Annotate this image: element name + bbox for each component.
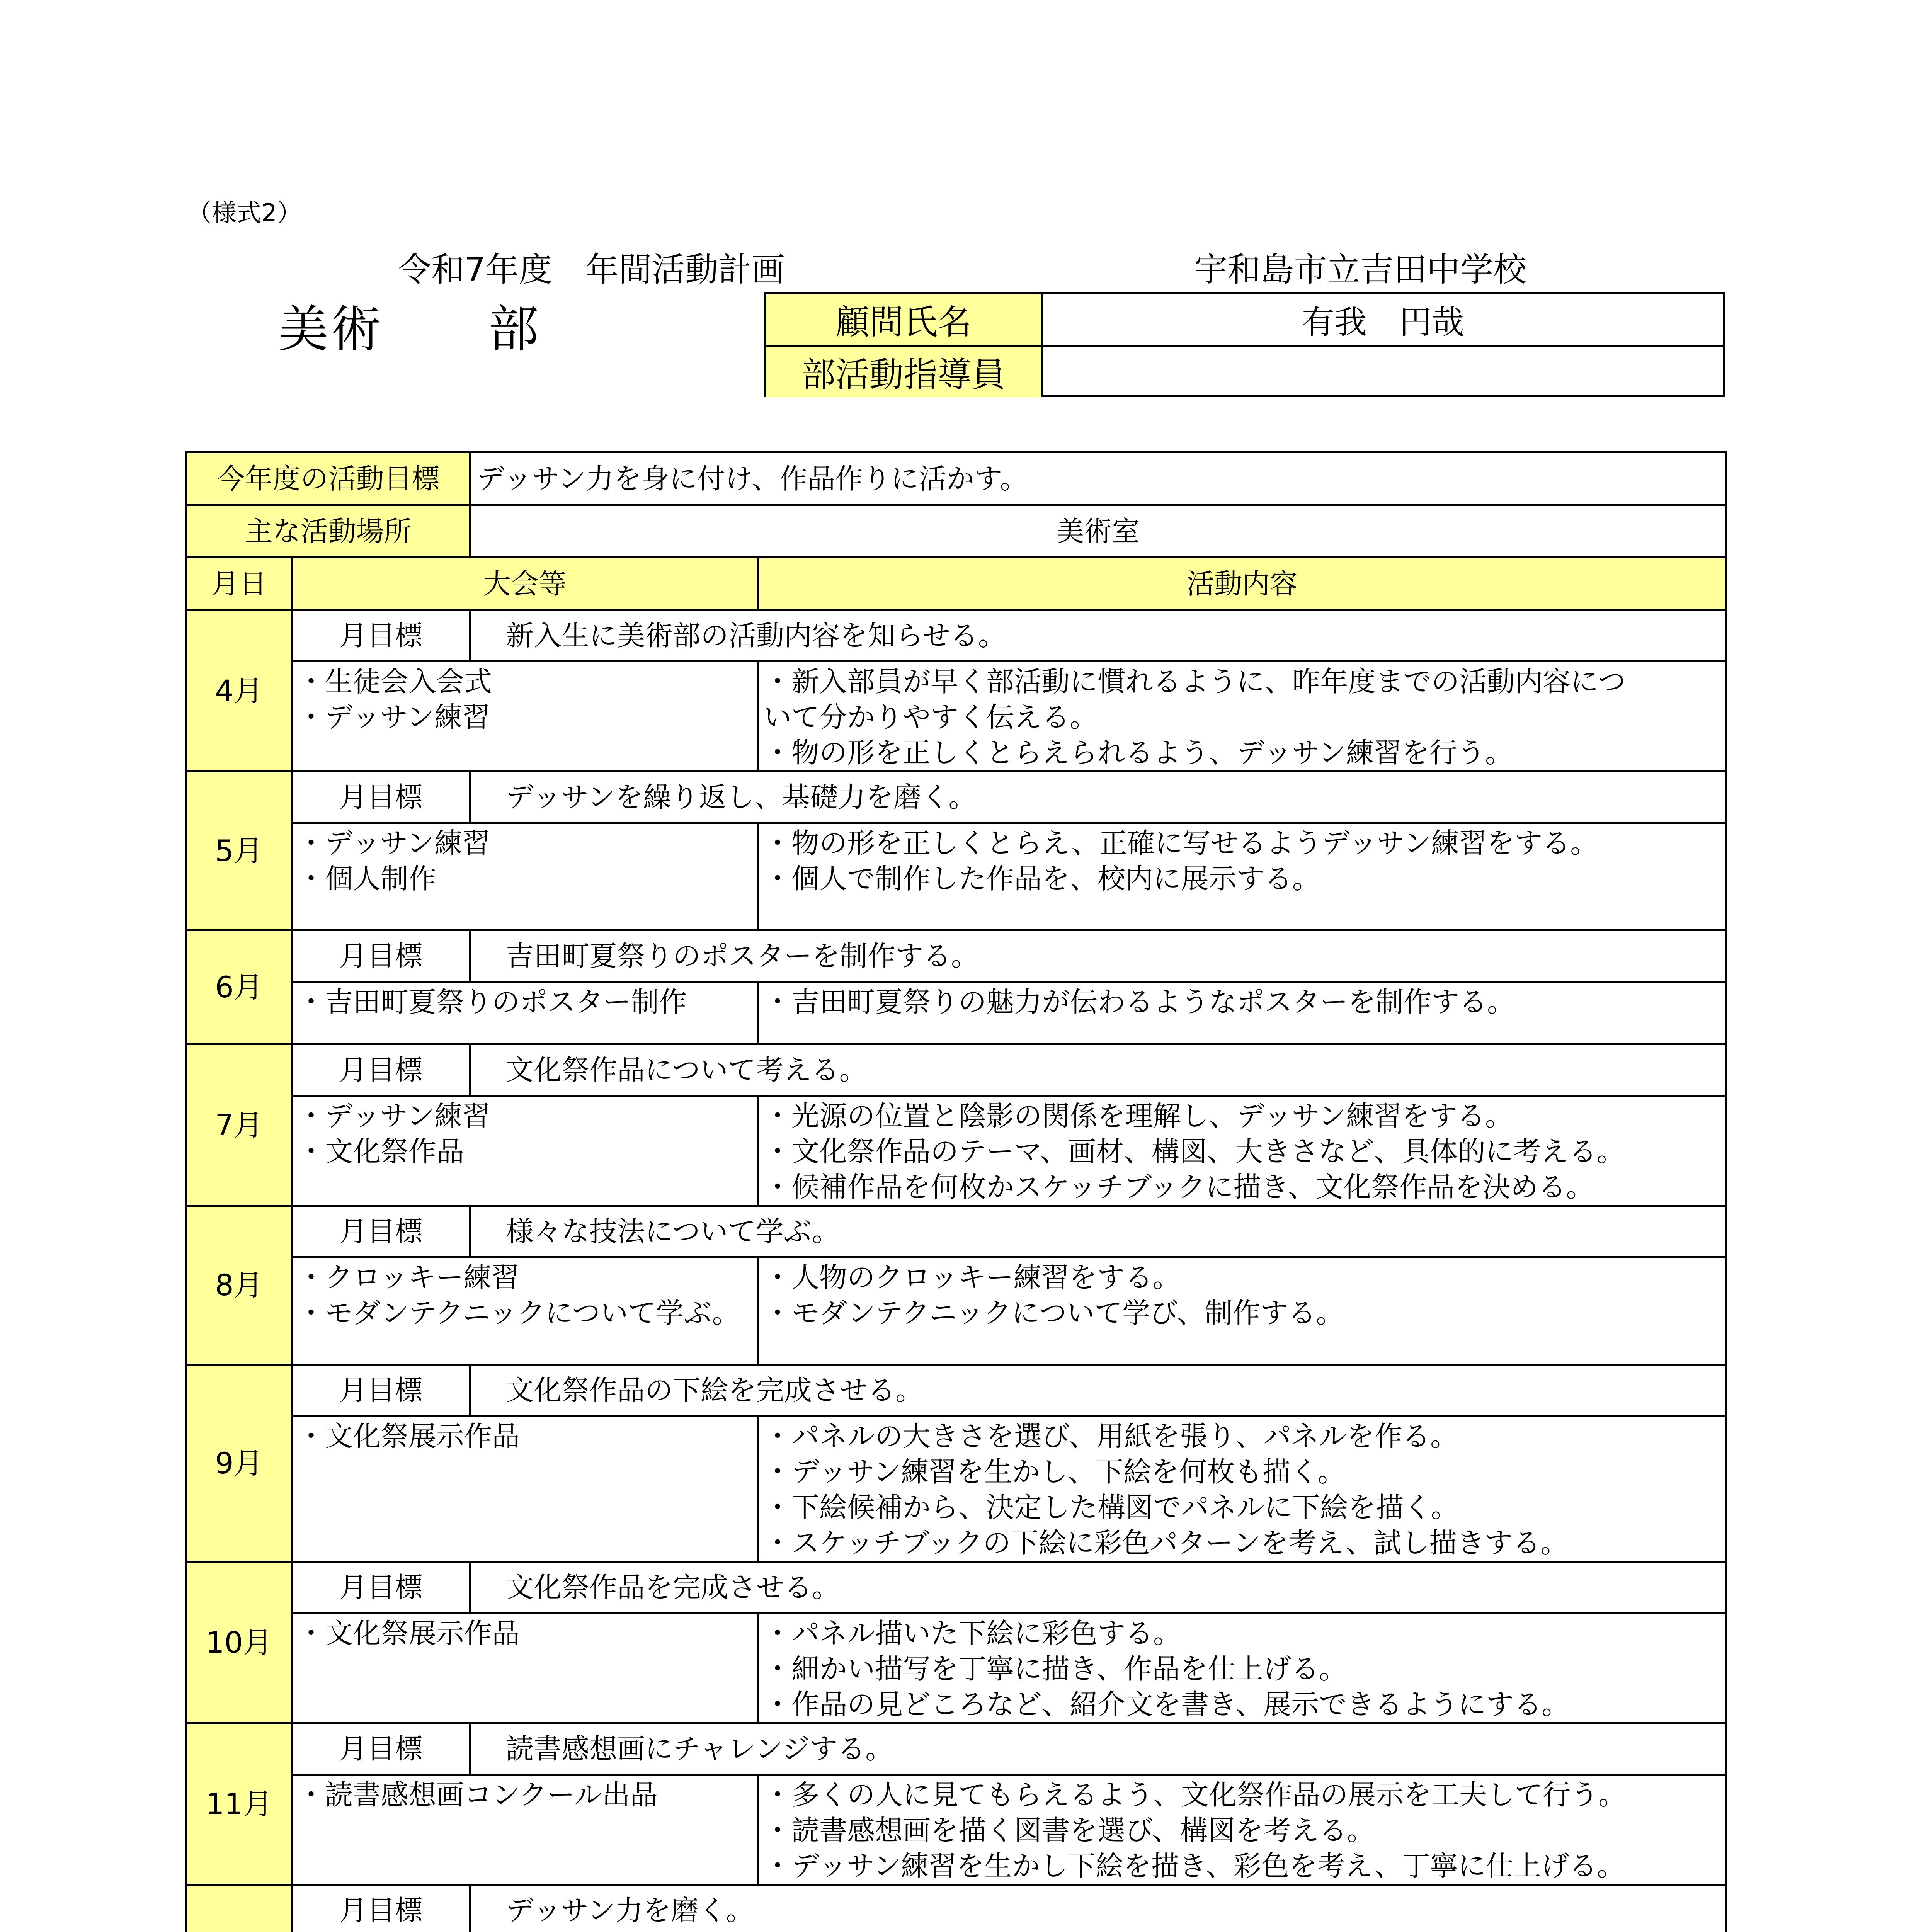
activity-item: ・新入部員が早く部活動に慣れるように、昨年度までの活動内容につ <box>764 665 1626 698</box>
activity-item: ・細かい描写を丁寧に描き、作品を仕上げる。 <box>764 1653 1347 1685</box>
instructor-row <box>766 347 1723 397</box>
month-goal-label: 月目標 <box>292 610 470 662</box>
activity-plan-table <box>185 451 1727 1932</box>
activity-item: ・スケッチブックの下絵に彩色パターンを考え、試し描きする。 <box>764 1527 1569 1559</box>
event-item: ・読書感想画コンクール出品 <box>297 1779 658 1811</box>
event-item: ・個人制作 <box>297 862 437 895</box>
month-label: 8月 <box>187 1206 292 1365</box>
advisor-name: 有我 円哉 <box>1302 303 1464 341</box>
month-goal-row <box>187 930 1726 982</box>
event-item: ・デッサン練習 <box>297 1100 490 1132</box>
month-activity-content <box>758 1613 1726 1723</box>
month-goal-text: 文化祭作品について考える。 <box>470 1044 1726 1096</box>
month-activity-content <box>758 1096 1726 1206</box>
month-goal-row <box>187 1044 1726 1096</box>
plan-title: 令和7年度 年間活動計画 <box>398 250 785 289</box>
activity-item: ・デッサン練習を生かし、下絵を何枚も描く。 <box>764 1456 1346 1488</box>
month-goal-text: 文化祭作品の下絵を完成させる。 <box>470 1365 1726 1416</box>
month-goal-text: 新入生に美術部の活動内容を知らせる。 <box>470 610 1726 662</box>
annual-goal-label: 今年度の活動目標 <box>187 452 470 505</box>
activity-item: ・文化祭作品のテーマ、画材、構図、大きさなど、具体的に考える。 <box>764 1135 1625 1168</box>
month-detail-row <box>187 982 1726 1044</box>
activity-item: ・読書感想画を描く図書を選び、構図を考える。 <box>764 1814 1375 1847</box>
month-goal-text: デッサン力を磨く。 <box>470 1885 1726 1932</box>
month-activity-content <box>758 823 1726 930</box>
activity-item: ・候補作品を何枚かスケッチブックに描き、文化祭作品を決める。 <box>764 1171 1594 1203</box>
month-goal-row <box>187 1562 1726 1613</box>
event-item: ・文化祭作品 <box>297 1135 465 1168</box>
event-item: ・文化祭展示作品 <box>297 1420 520 1452</box>
month-goal-row <box>187 610 1726 662</box>
event-item: ・生徒会入会式 <box>297 665 492 698</box>
advisor-box <box>764 292 1725 397</box>
school-name: 宇和島市立吉田中学校 <box>1194 250 1526 289</box>
activity-place-text: 美術室 <box>470 505 1726 558</box>
month-label: 7月 <box>187 1044 292 1206</box>
month-detail-row <box>187 1257 1726 1365</box>
activity-item: ・光源の位置と陰影の関係を理解し、デッサン練習をする。 <box>764 1100 1513 1132</box>
month-label: 10月 <box>187 1562 292 1723</box>
event-item: ・文化祭展示作品 <box>297 1617 520 1650</box>
month-goal-label: 月目標 <box>292 1365 470 1416</box>
club-name: 美術 部 <box>278 300 541 359</box>
month-goal-label: 月目標 <box>292 1723 470 1775</box>
activity-item: ・パネル描いた下絵に彩色する。 <box>764 1617 1181 1650</box>
month-goal-label: 月目標 <box>292 1044 470 1096</box>
month-detail-row <box>187 662 1726 772</box>
month-goal-label: 月目標 <box>292 1885 470 1932</box>
instructor-label: 部活動指導員 <box>766 347 1043 397</box>
month-detail-row <box>187 1775 1726 1885</box>
instructor-name <box>1043 347 1723 397</box>
activity-item: ・個人で制作した作品を、校内に展示する。 <box>764 862 1320 895</box>
activity-item: ・吉田町夏祭りの魅力が伝わるようなポスターを制作する。 <box>764 986 1515 1018</box>
column-header-events: 大会等 <box>292 558 758 610</box>
month-label <box>187 1885 292 1932</box>
month-goal-text: 文化祭作品を完成させる。 <box>470 1562 1726 1613</box>
month-goal-label: 月目標 <box>292 930 470 982</box>
month-goal-label: 月目標 <box>292 1562 470 1613</box>
month-events <box>292 1096 758 1206</box>
month-label: 9月 <box>187 1365 292 1562</box>
month-goal-label: 月目標 <box>292 772 470 823</box>
annual-goal-row <box>187 452 1726 505</box>
annual-goal-text: デッサン力を身に付け、作品作りに活かす。 <box>470 452 1726 505</box>
activity-item: ・下絵候補から、決定した構図でパネルに下絵を描く。 <box>764 1491 1459 1524</box>
activity-item: ・物の形を正しくとらえられるよう、デッサン練習を行う。 <box>764 736 1513 769</box>
month-goal-row <box>187 1885 1726 1932</box>
activity-place-row <box>187 505 1726 558</box>
month-goal-row <box>187 1723 1726 1775</box>
month-events <box>292 1613 758 1723</box>
month-events <box>292 662 758 772</box>
month-label: 6月 <box>187 930 292 1044</box>
activity-item: ・作品の見どころなど、紹介文を書き、展示できるようにする。 <box>764 1688 1570 1721</box>
month-goal-row <box>187 1206 1726 1257</box>
activity-place-label: 主な活動場所 <box>187 505 470 558</box>
event-item: ・吉田町夏祭りのポスター制作 <box>297 986 687 1018</box>
month-events <box>292 1257 758 1365</box>
month-activity-content <box>758 1416 1726 1562</box>
advisor-row <box>766 294 1723 347</box>
month-goal-text: 様々な技法について学ぶ。 <box>470 1206 1726 1257</box>
column-header-month: 月日 <box>187 558 292 610</box>
form-label: （様式2） <box>187 199 302 228</box>
activity-item: ・パネルの大きさを選び、用紙を張り、パネルを作る。 <box>764 1420 1458 1452</box>
event-item: ・モダンテクニックについて学ぶ。 <box>297 1297 740 1329</box>
month-goal-text: デッサンを繰り返し、基礎力を磨く。 <box>470 772 1726 823</box>
month-label: 11月 <box>187 1723 292 1885</box>
activity-item: いて分かりやすく伝える。 <box>764 701 1098 733</box>
event-item: ・デッサン練習 <box>297 827 490 859</box>
month-events <box>292 1775 758 1885</box>
month-detail-row <box>187 1613 1726 1723</box>
column-header-row <box>187 558 1726 610</box>
activity-item: ・デッサン練習を生かし下絵を描き、彩色を考え、丁寧に仕上げる。 <box>764 1850 1625 1882</box>
activity-item: ・物の形を正しくとらえ、正確に写せるようデッサン練習をする。 <box>764 827 1598 859</box>
month-activity-content <box>758 662 1726 772</box>
month-goal-text: 読書感想画にチャレンジする。 <box>470 1723 1726 1775</box>
month-label: 4月 <box>187 610 292 772</box>
month-label: 5月 <box>187 772 292 930</box>
month-activity-content <box>758 1775 1726 1885</box>
event-item: ・デッサン練習 <box>297 701 490 733</box>
month-detail-row <box>187 1416 1726 1562</box>
month-activity-content <box>758 982 1726 1044</box>
month-goal-label: 月目標 <box>292 1206 470 1257</box>
activity-item: ・多くの人に見てもらえるよう、文化祭作品の展示を工夫して行う。 <box>764 1779 1627 1811</box>
month-activity-content <box>758 1257 1726 1365</box>
month-events <box>292 823 758 930</box>
month-events <box>292 1416 758 1562</box>
event-item: ・クロッキー練習 <box>297 1261 519 1294</box>
month-goal-row <box>187 1365 1726 1416</box>
activity-item: ・モダンテクニックについて学び、制作する。 <box>764 1297 1344 1329</box>
month-detail-row <box>187 823 1726 930</box>
month-detail-row <box>187 1096 1726 1206</box>
column-header-content: 活動内容 <box>758 558 1726 610</box>
month-goal-row <box>187 772 1726 823</box>
advisor-label: 顧問氏名 <box>766 294 1043 345</box>
month-events <box>292 982 758 1044</box>
activity-item: ・人物のクロッキー練習をする。 <box>764 1261 1181 1294</box>
month-goal-text: 吉田町夏祭りのポスターを制作する。 <box>470 930 1726 982</box>
